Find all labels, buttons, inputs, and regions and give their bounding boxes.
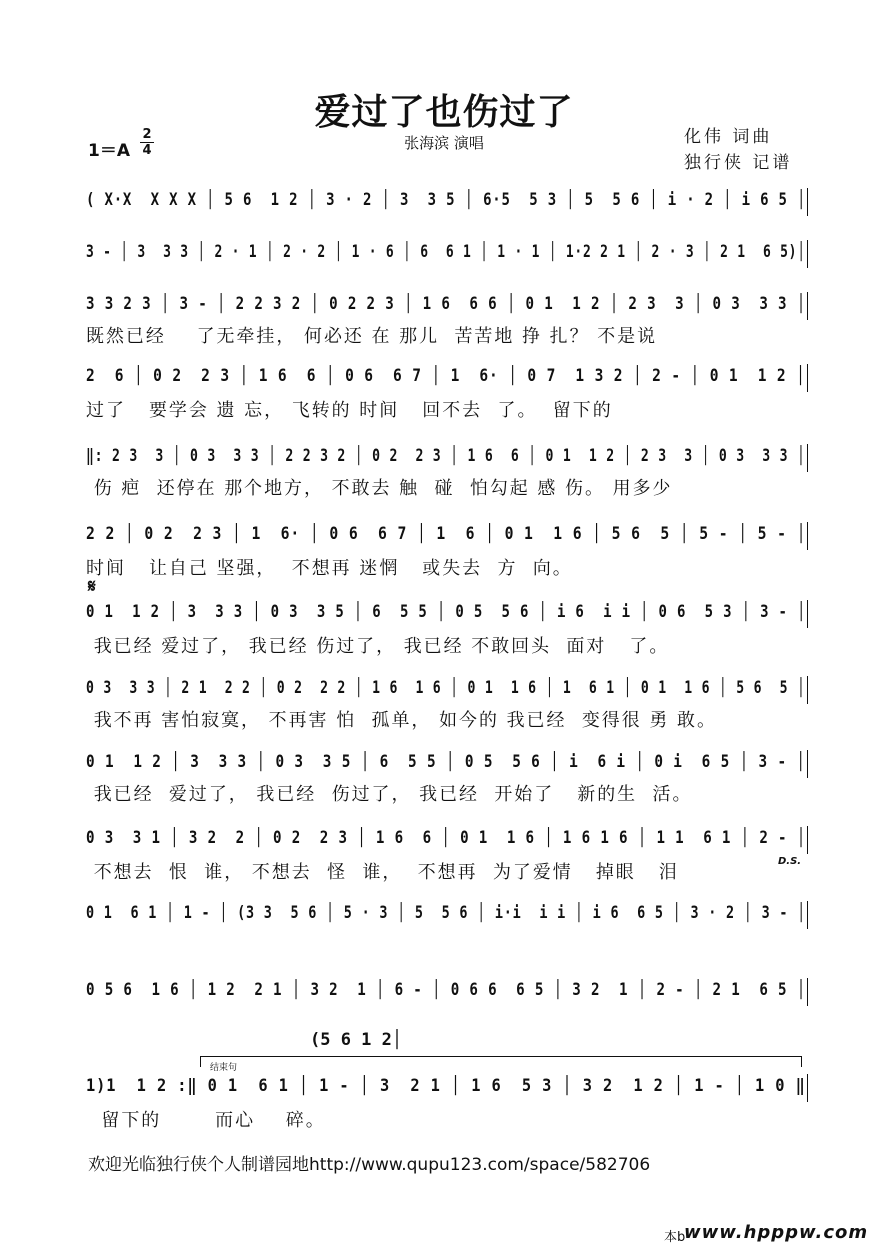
system-end-barline [807,826,808,854]
lyric-line: 我不再 害怕寂寞， 不再害 怕 孤单， 如今的 我已经 变得很 勇 敢。 [86,710,717,731]
notation-line: ‖: 2 3 3 │ 0 3 3 3 │ 2 2 3 2 │ 0 2 2 3 │ 1 6 6 │ 0 1 1 2 │ 2 3 3 │ 0 3 3 3 │ [86,446,806,466]
system-end-barline [807,978,808,1006]
lyric-line: 时间 让自己 坚强， 不想再 迷惘 或失去 方 向。 [86,558,573,579]
watermark: www.hpppw.com [684,1222,869,1243]
key-signature: 1＝A [88,141,130,161]
watermark-prefix: 本b [664,1230,686,1245]
lyric-line: 伤 疤 还停在 那个地方， 不敢去 触 碰 怕勾起 感 伤。 用多少 [86,478,673,499]
notation-line: 0 5 6 1 6 │ 1 2 2 1 │ 3 2 1 │ 6 - │ 0 6 6 6 5 │ 3 2 1 │ 2 - │ 2 1 6 5 │ [86,980,807,1000]
notation-line: 0 1 1 2 │ 3 3 3 │ 0 3 3 5 │ 6 5 5 │ 0 5 5 6 │ i 6 i i │ 0 6 5 3 │ 3 - │ [86,602,807,622]
footer-text: 欢迎光临独行侠个人制谱园地http://www.qupu123.com/space/582706 [88,1155,651,1175]
lyricist-credit: 化伟 词曲 [684,127,773,147]
transcriber-credit: 独行侠 记谱 [684,153,793,173]
system-end-barline [807,240,808,268]
score-system [86,294,808,320]
system-end-barline [807,676,808,704]
lyric-line: 过了 要学会 遗 忘， 飞转的 时间 回不去 了。 留下的 [86,400,613,421]
score-system [86,524,808,550]
alternate-fragment: (5 6 1 2│ [310,1030,403,1050]
notation-line: 2 6 │ 0 2 2 3 │ 1 6 6 │ 0 6 6 7 │ 1 6· │ 0 7 1 3 2 │ 2 - │ 0 1 1 2 │ [86,366,806,386]
lyric-line: 留下的 而心 碎。 [86,1110,326,1131]
score-system [86,678,808,704]
score-system [86,980,808,1006]
system-end-barline [807,292,808,320]
time-signature-top: 2 [142,127,152,142]
song-title: 爱过了也伤过了 [314,91,574,133]
time-signature [140,128,154,157]
ending-label: 结束句 [210,1063,238,1073]
lyric-line: 不想去 恨 谁， 不想去 怪 谁， 不想再 为了爱情 掉眼 泪 [86,862,679,883]
system-end-barline [807,444,808,472]
notation-line: ( X·X X X X │ 5 6 1 2 │ 3 · 2 │ 3 3 5 │ 6·5 5 3 │ 5 5 6 │ i · 2 │ i 6 5 │ [86,190,807,210]
notation-line: 0 3 3 3 │ 2 1 2 2 │ 0 2 2 2 │ 1 6 1 6 │ 0 1 1 6 │ 1 6 1 │ 0 1 1 6 │ 5 6 5 │ [86,678,806,698]
system-end-barline [807,750,808,778]
score-system [86,828,808,854]
time-signature-bottom: 4 [142,143,152,158]
lyric-line: 我已经 爱过了， 我已经 伤过了， 我已经 开始了 新的生 活。 [86,784,693,805]
dal-segno-mark: D.S. [778,856,802,867]
notation-line: 3 3 2 3 │ 3 - │ 2 2 3 2 │ 0 2 2 3 │ 1 6 6 6 │ 0 1 1 2 │ 2 3 3 │ 0 3 3 3 │ [86,294,807,314]
score-system [86,190,808,216]
notation-line: 0 3 3 1 │ 3 2 2 │ 0 2 2 3 │ 1 6 6 │ 0 1 1 6 │ 1 6 1 6 │ 1 1 6 1 │ 2 - │ [86,828,807,848]
notation-line: 1)1 1 2 :‖ 0 1 6 1 │ 1 - │ 3 2 1 │ 1 6 5 3 │ 3 2 1 2 │ 1 - │ 1 0 ‖ [86,1076,806,1096]
notation-line: 3 - │ 3 3 3 │ 2 · 1 │ 2 · 2 │ 1 · 6 │ 6 6 1 │ 1 · 1 │ 1·2 2 1 │ 2 · 3 │ 2 1 6 5)│ [86,242,806,262]
score-system [86,1076,808,1102]
lyric-line: 既然已经 了无牵挂， 何必还 在 那儿 苦苦地 挣 扎？ 不是说 [86,326,658,347]
system-end-barline [807,188,808,216]
score-system [86,446,808,472]
system-end-barline [807,364,808,392]
ending-bracket [200,1056,802,1067]
notation-line: 2 2 │ 0 2 2 3 │ 1 6· │ 0 6 6 7 │ 1 6 │ 0 1 1 6 │ 5 6 5 │ 5 - │ 5 - │ [86,524,807,544]
performer-credit: 张海滨 演唱 [404,134,484,152]
system-end-barline [807,600,808,628]
system-end-barline [807,1074,808,1102]
system-end-barline [807,522,808,550]
lyric-line: 我已经 爱过了， 我已经 伤过了， 我已经 不敢回头 面对 了。 [86,636,670,657]
score-system [86,752,808,778]
score-system [86,366,808,392]
score-system [86,242,808,268]
score-system [86,602,808,628]
system-end-barline [807,901,808,929]
score-system [86,903,808,929]
segno-sign: 𝄋 [88,576,96,597]
notation-line: 0 1 1 2 │ 3 3 3 │ 0 3 3 5 │ 6 5 5 │ 0 5 5 6 │ i 6 i │ 0 i 6 5 │ 3 - │ [86,752,806,772]
notation-line: 0 1 6 1 │ 1 - │ (3 3 5 6 │ 5 · 3 │ 5 5 6 │ i·i i i │ i 6 6 5 │ 3 · 2 │ 3 - │ [86,903,807,923]
